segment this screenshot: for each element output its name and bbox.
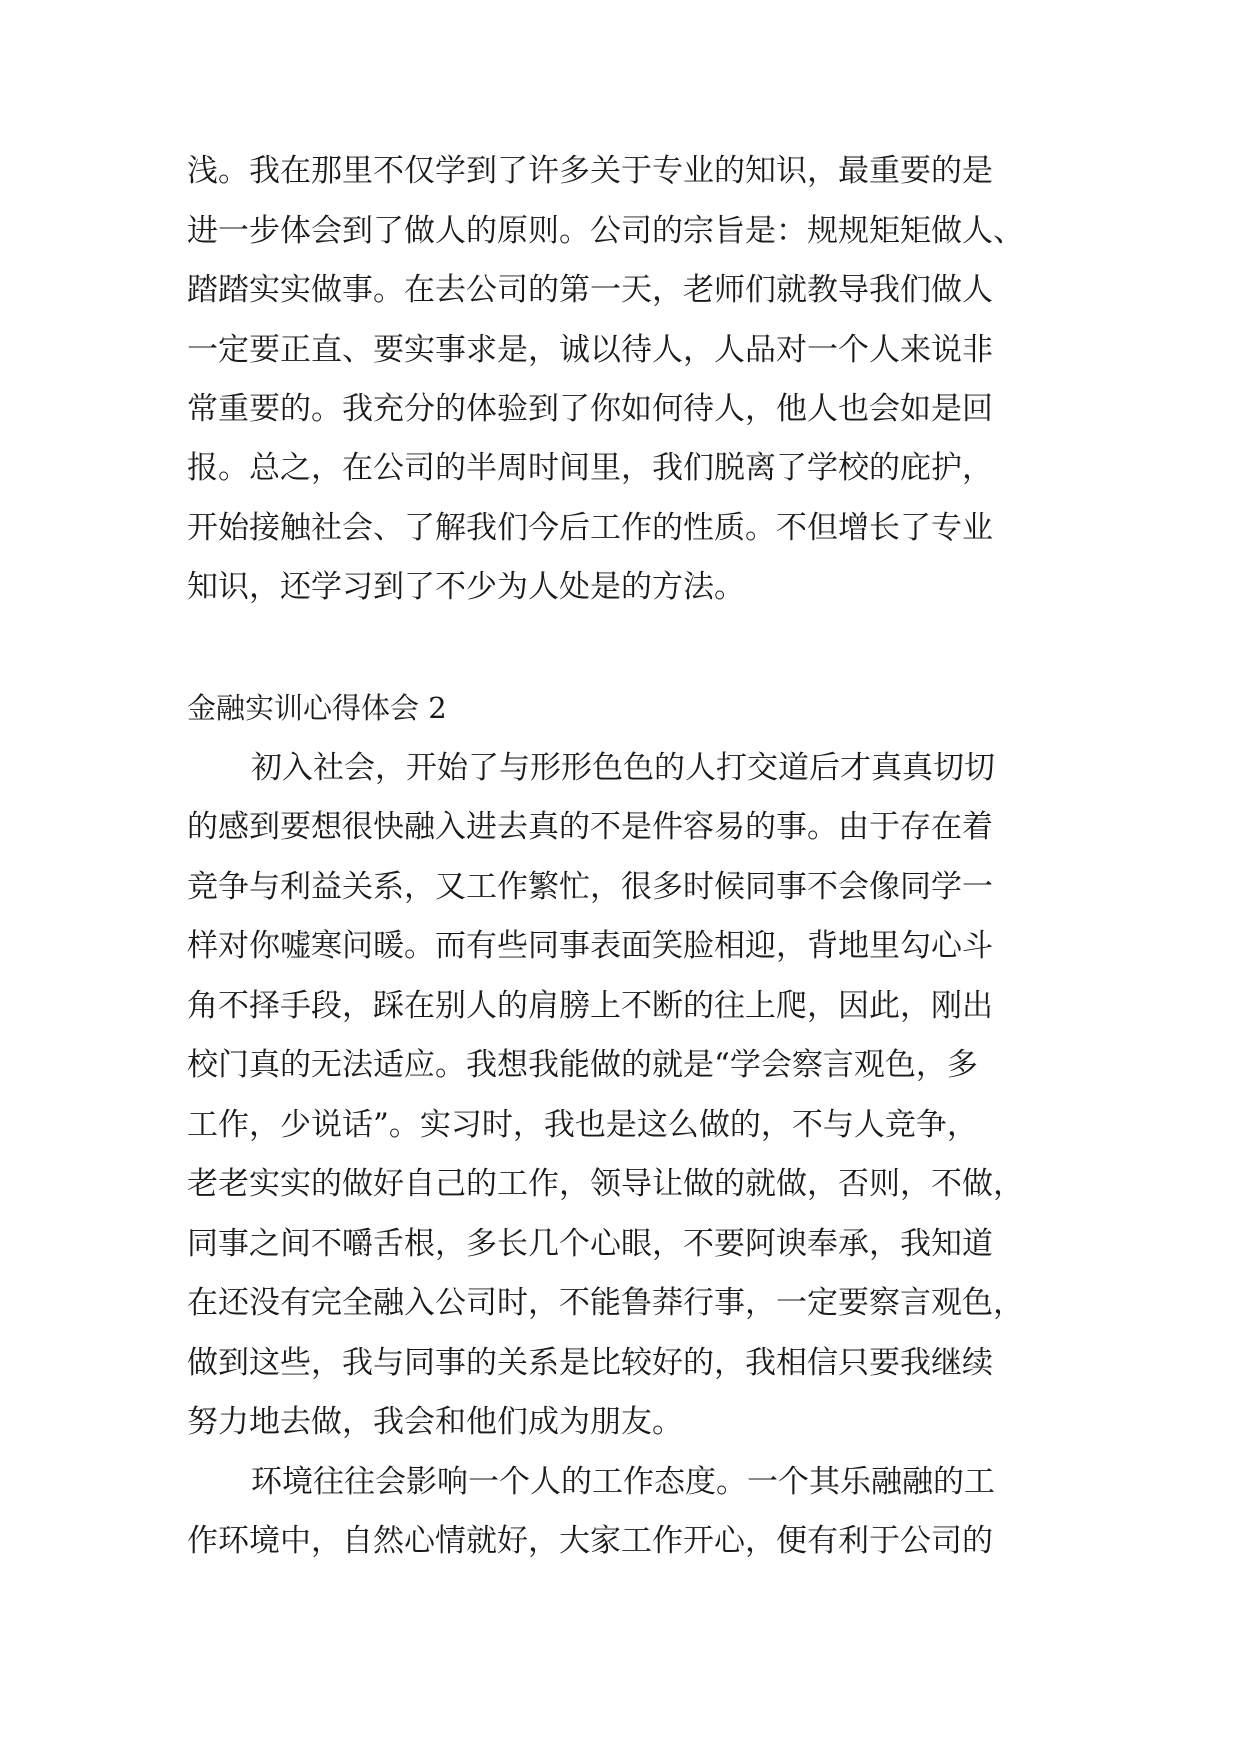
line-text: 同事之间不嚼舌根，多长几个心眼，不要阿谀奉承，我知道 (187, 1226, 993, 1262)
line-text: 校门真的无法适应。我想我能做的就是“学会察言观色，多 (187, 1047, 978, 1083)
line-text: 初入社会，开始了与形形色色的人打交道后才真真切切 (251, 750, 995, 786)
paragraph-line (0, 149, 1241, 193)
line-text: 进一步体会到了做人的原则。公司的宗旨是：规规矩矩做人、 (187, 213, 1024, 249)
line-text: 在还没有完全融入公司时，不能鲁莽行事，一定要察言观色， (187, 1285, 1024, 1321)
paragraph-line (0, 1460, 1241, 1504)
line-text: 开始接触社会、了解我们今后工作的性质。不但增长了专业 (187, 510, 993, 546)
line-text: 作环境中，自然心情就好，大家工作开心，便有利于公司的 (187, 1523, 993, 1559)
paragraph-line (0, 1341, 1241, 1385)
line-text: 竞争与利益关系，又工作繁忙，很多时候同事不会像同学一 (187, 869, 993, 905)
line-text: 做到这些，我与同事的关系是比较好的，我相信只要我继续 (187, 1345, 993, 1381)
section-heading-text: 金融实训心得体会 2 (187, 691, 447, 725)
paragraph-line (0, 1281, 1241, 1325)
paragraph-line (0, 984, 1241, 1028)
line-text: 角不择手段，踩在别人的肩膀上不断的往上爬，因此，刚出 (187, 988, 993, 1024)
line-text: 环境往往会影响一个人的工作态度。一个其乐融融的工 (251, 1464, 995, 1500)
line-text: 一定要正直、要实事求是，诚以待人，人品对一个人来说非 (187, 332, 993, 368)
paragraph-line (0, 865, 1241, 909)
line-text: 工作，少说话”。实习时，我也是这么做的，不与人竞争， (187, 1107, 978, 1143)
line-text: 样对你嘘寒问暖。而有些同事表面笑脸相迎，背地里勾心斗 (187, 928, 993, 964)
paragraph-line (0, 328, 1241, 372)
paragraph-line (0, 506, 1241, 550)
line-text: 报。总之，在公司的半周时间里，我们脱离了学校的庇护， (187, 450, 993, 486)
paragraph-line (0, 1043, 1241, 1087)
paragraph-line (0, 1162, 1241, 1206)
line-text: 浅。我在那里不仅学到了许多关于专业的知识，最重要的是 (187, 153, 993, 189)
line-text: 知识，还学习到了不少为人处是的方法。 (187, 569, 745, 605)
paragraph-line (0, 924, 1241, 968)
line-text: 踏踏实实做事。在去公司的第一天，老师们就教导我们做人 (187, 272, 993, 308)
paragraph-line (0, 387, 1241, 431)
paragraph-line (0, 805, 1241, 849)
line-text: 的感到要想很快融入进去真的不是件容易的事。由于存在着 (187, 809, 993, 845)
paragraph-line (0, 1222, 1241, 1266)
paragraph-line (0, 1400, 1241, 1444)
paragraph-line (0, 1103, 1241, 1147)
line-text: 常重要的。我充分的体验到了你如何待人，他人也会如是回 (187, 391, 993, 427)
paragraph-line (0, 268, 1241, 312)
paragraph-line (0, 209, 1241, 253)
section-heading (0, 686, 1241, 730)
paragraph-line (0, 1519, 1241, 1563)
line-text: 努力地去做，我会和他们成为朋友。 (187, 1404, 683, 1440)
paragraph-line (0, 746, 1241, 790)
paragraph-line (0, 565, 1241, 609)
paragraph-line (0, 446, 1241, 490)
line-text: 老老实实的做好自己的工作，领导让做的就做，否则，不做， (187, 1166, 1024, 1202)
